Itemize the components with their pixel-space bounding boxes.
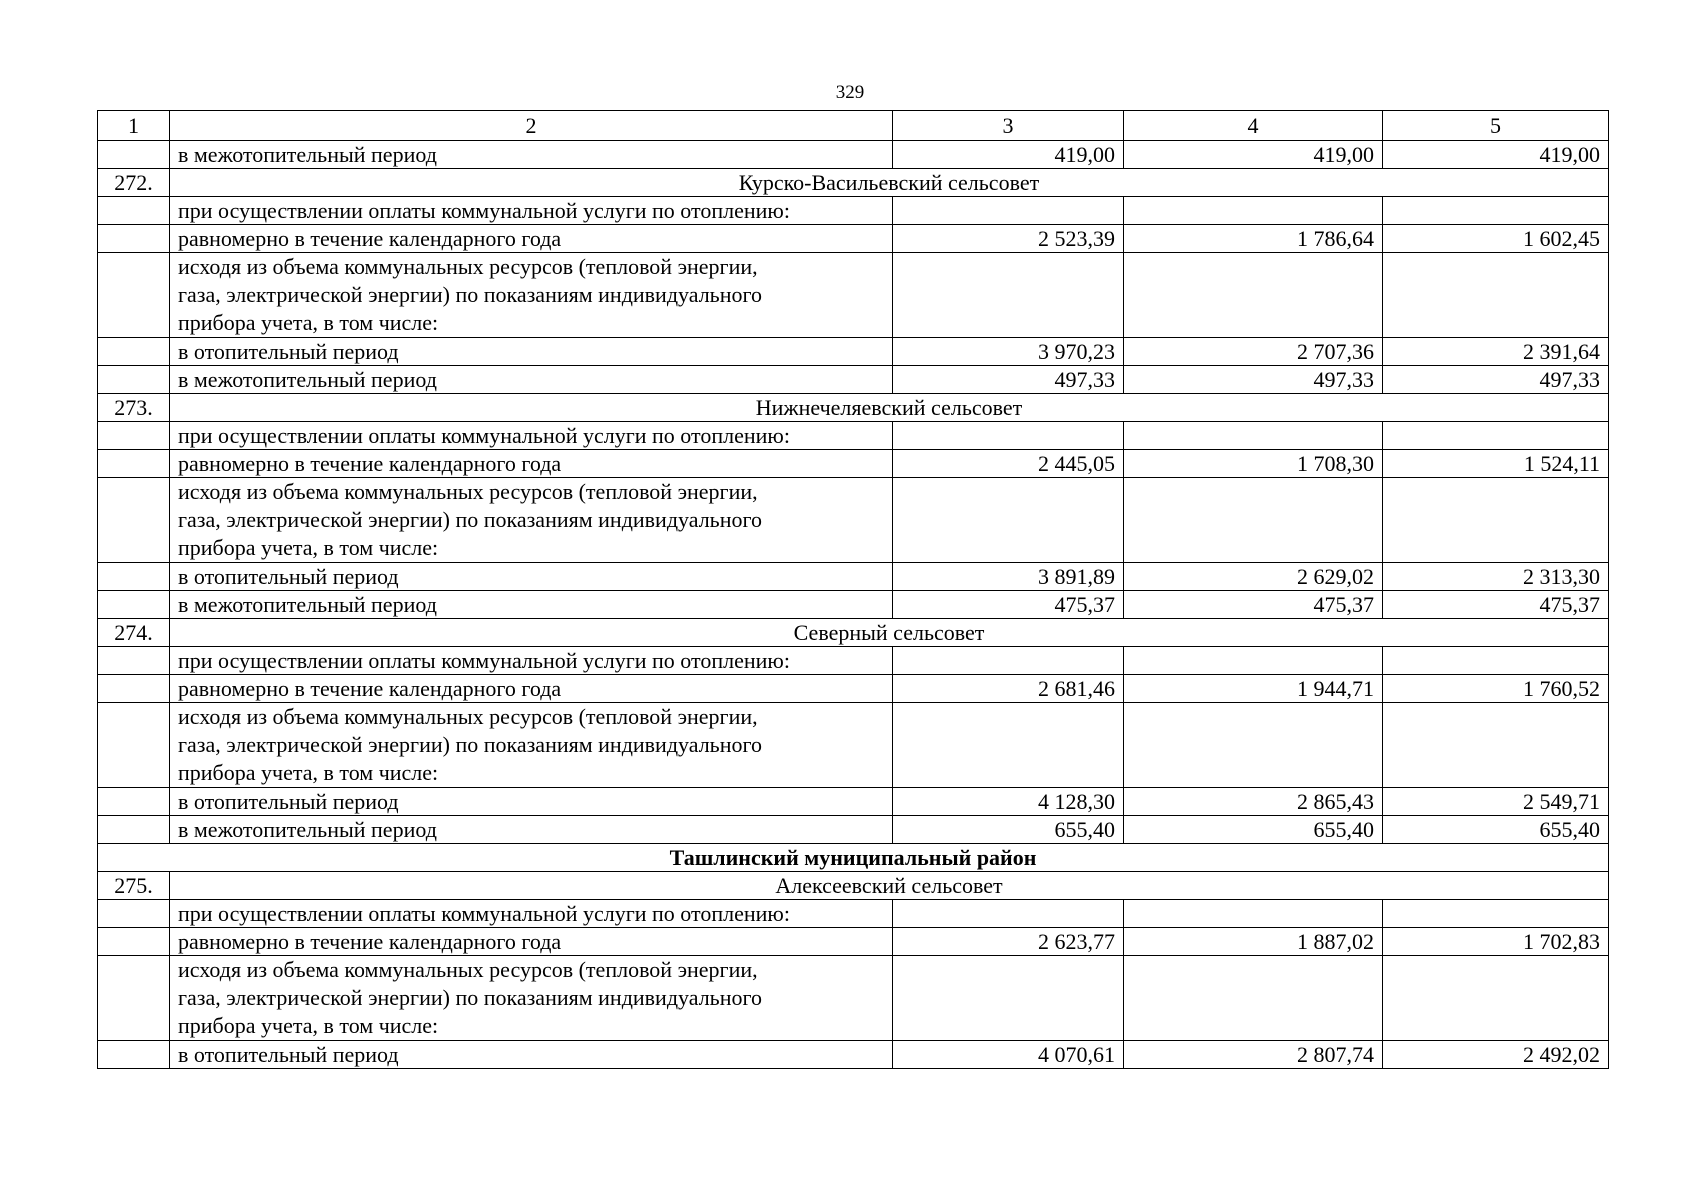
value-col-3: 3 970,23 xyxy=(893,338,1124,366)
value-col-5: 2 492,02 xyxy=(1383,1041,1609,1069)
value-col-4: 1 944,71 xyxy=(1124,675,1383,703)
table-row xyxy=(98,366,1609,394)
value-col-4: 2 707,36 xyxy=(1124,338,1383,366)
row-label-line: газа, электрической энергии) по показаниям индивидуального xyxy=(178,282,762,307)
value-col-5: 419,00 xyxy=(1383,141,1609,169)
row-number xyxy=(98,956,170,1041)
row-number xyxy=(98,225,170,253)
value-col-5 xyxy=(1383,478,1609,563)
value-col-4 xyxy=(1124,197,1383,225)
row-number xyxy=(98,788,170,816)
value-col-4 xyxy=(1124,956,1383,1041)
row-label-line: исходя из объема коммунальных ресурсов (тепловой энергии, xyxy=(178,704,758,729)
value-col-5 xyxy=(1383,900,1609,928)
table-row xyxy=(98,675,1609,703)
table-row xyxy=(98,253,1609,338)
table-row xyxy=(98,141,1609,169)
row-label: при осуществлении оплаты коммунальной услуги по отоплению: xyxy=(170,422,893,450)
row-label: равномерно в течение календарного года xyxy=(170,675,893,703)
row-label: в межотопительный период xyxy=(170,816,893,844)
value-col-4 xyxy=(1124,900,1383,928)
value-col-4: 419,00 xyxy=(1124,141,1383,169)
district-title: Ташлинский муниципальный район xyxy=(98,844,1609,872)
section-title: Нижнечеляевский сельсовет xyxy=(170,394,1609,422)
value-col-3: 2 523,39 xyxy=(893,225,1124,253)
row-label xyxy=(170,703,893,788)
row-label: равномерно в течение календарного года xyxy=(170,928,893,956)
row-number xyxy=(98,900,170,928)
row-number xyxy=(98,675,170,703)
value-col-3: 475,37 xyxy=(893,591,1124,619)
section-title: Северный сельсовет xyxy=(170,619,1609,647)
row-number: 272. xyxy=(98,169,170,197)
row-number xyxy=(98,141,170,169)
value-col-3 xyxy=(893,197,1124,225)
value-col-4 xyxy=(1124,253,1383,338)
value-col-5 xyxy=(1383,197,1609,225)
row-label-line: прибора учета, в том числе: xyxy=(178,760,439,785)
table-row xyxy=(98,900,1609,928)
table-row xyxy=(98,225,1609,253)
value-col-3: 4 070,61 xyxy=(893,1041,1124,1069)
row-number xyxy=(98,1041,170,1069)
value-col-5: 1 760,52 xyxy=(1383,675,1609,703)
row-label xyxy=(170,478,893,563)
row-number xyxy=(98,450,170,478)
row-label: в межотопительный период xyxy=(170,591,893,619)
value-col-4: 2 865,43 xyxy=(1124,788,1383,816)
row-label: при осуществлении оплаты коммунальной услуги по отоплению: xyxy=(170,647,893,675)
row-label: равномерно в течение календарного года xyxy=(170,225,893,253)
row-label-line: исходя из объема коммунальных ресурсов (тепловой энергии, xyxy=(178,479,758,504)
row-number xyxy=(98,422,170,450)
row-number xyxy=(98,563,170,591)
column-header-4: 4 xyxy=(1124,111,1383,141)
value-col-4: 475,37 xyxy=(1124,591,1383,619)
value-col-4 xyxy=(1124,478,1383,563)
value-col-4: 2 629,02 xyxy=(1124,563,1383,591)
column-header-1: 1 xyxy=(98,111,170,141)
row-number xyxy=(98,928,170,956)
row-label: равномерно в течение календарного года xyxy=(170,450,893,478)
row-number xyxy=(98,253,170,338)
value-col-4: 655,40 xyxy=(1124,816,1383,844)
table-row xyxy=(98,816,1609,844)
column-header-3: 3 xyxy=(893,111,1124,141)
row-number: 275. xyxy=(98,872,170,900)
column-header-5: 5 xyxy=(1383,111,1609,141)
row-number xyxy=(98,478,170,563)
row-label: в отопительный период xyxy=(170,1041,893,1069)
value-col-3 xyxy=(893,478,1124,563)
row-label: при осуществлении оплаты коммунальной услуги по отоплению: xyxy=(170,197,893,225)
value-col-5 xyxy=(1383,253,1609,338)
value-col-3: 3 891,89 xyxy=(893,563,1124,591)
row-label: при осуществлении оплаты коммунальной услуги по отоплению: xyxy=(170,900,893,928)
value-col-4 xyxy=(1124,647,1383,675)
tariff-table xyxy=(97,110,1609,1069)
page-number: 329 xyxy=(835,82,865,103)
row-label-line: исходя из объема коммунальных ресурсов (тепловой энергии, xyxy=(178,254,758,279)
table-row xyxy=(98,703,1609,788)
value-col-4: 1 708,30 xyxy=(1124,450,1383,478)
value-col-5: 2 391,64 xyxy=(1383,338,1609,366)
row-label xyxy=(170,253,893,338)
section-title: Алексеевский сельсовет xyxy=(170,872,1609,900)
value-col-4: 1 887,02 xyxy=(1124,928,1383,956)
table-row xyxy=(98,1041,1609,1069)
value-col-5: 2 313,30 xyxy=(1383,563,1609,591)
table-header-row xyxy=(98,111,1609,141)
value-col-5: 1 702,83 xyxy=(1383,928,1609,956)
row-number xyxy=(98,366,170,394)
table-body xyxy=(98,111,1609,1069)
value-col-3 xyxy=(893,253,1124,338)
value-col-5: 497,33 xyxy=(1383,366,1609,394)
value-col-4: 497,33 xyxy=(1124,366,1383,394)
row-label: в межотопительный период xyxy=(170,141,893,169)
row-number xyxy=(98,197,170,225)
value-col-3: 2 681,46 xyxy=(893,675,1124,703)
value-col-4 xyxy=(1124,703,1383,788)
row-label-line: газа, электрической энергии) по показаниям индивидуального xyxy=(178,985,762,1010)
row-label-line: прибора учета, в том числе: xyxy=(178,1013,439,1038)
value-col-3: 419,00 xyxy=(893,141,1124,169)
table-row xyxy=(98,478,1609,563)
row-number: 274. xyxy=(98,619,170,647)
section-row xyxy=(98,169,1609,197)
section-row xyxy=(98,619,1609,647)
value-col-5 xyxy=(1383,422,1609,450)
row-number xyxy=(98,816,170,844)
value-col-3: 2 445,05 xyxy=(893,450,1124,478)
value-col-5: 2 549,71 xyxy=(1383,788,1609,816)
value-col-3: 2 623,77 xyxy=(893,928,1124,956)
table-row xyxy=(98,563,1609,591)
table-row xyxy=(98,422,1609,450)
row-label-line: исходя из объема коммунальных ресурсов (тепловой энергии, xyxy=(178,957,758,982)
table-row xyxy=(98,591,1609,619)
table-row xyxy=(98,450,1609,478)
value-col-3: 4 128,30 xyxy=(893,788,1124,816)
row-number xyxy=(98,647,170,675)
value-col-4: 1 786,64 xyxy=(1124,225,1383,253)
value-col-3: 655,40 xyxy=(893,816,1124,844)
table-row xyxy=(98,647,1609,675)
value-col-5 xyxy=(1383,956,1609,1041)
section-row xyxy=(98,394,1609,422)
district-row xyxy=(98,844,1609,872)
value-col-5 xyxy=(1383,703,1609,788)
table-row xyxy=(98,956,1609,1041)
table-row xyxy=(98,928,1609,956)
section-title: Курско-Васильевский сельсовет xyxy=(170,169,1609,197)
column-header-2: 2 xyxy=(170,111,893,141)
row-label: в отопительный период xyxy=(170,338,893,366)
row-label-line: газа, электрической энергии) по показаниям индивидуального xyxy=(178,732,762,757)
value-col-3 xyxy=(893,956,1124,1041)
section-row xyxy=(98,872,1609,900)
row-label-line: прибора учета, в том числе: xyxy=(178,535,439,560)
value-col-5: 655,40 xyxy=(1383,816,1609,844)
value-col-5: 1 602,45 xyxy=(1383,225,1609,253)
row-label xyxy=(170,956,893,1041)
row-label: в отопительный период xyxy=(170,788,893,816)
value-col-3: 497,33 xyxy=(893,366,1124,394)
row-label: в межотопительный период xyxy=(170,366,893,394)
table-row xyxy=(98,197,1609,225)
row-label: в отопительный период xyxy=(170,563,893,591)
row-label-line: прибора учета, в том числе: xyxy=(178,310,439,335)
value-col-3 xyxy=(893,647,1124,675)
value-col-4 xyxy=(1124,422,1383,450)
value-col-3 xyxy=(893,703,1124,788)
row-number: 273. xyxy=(98,394,170,422)
row-label-line: газа, электрической энергии) по показаниям индивидуального xyxy=(178,507,762,532)
value-col-5: 475,37 xyxy=(1383,591,1609,619)
row-number xyxy=(98,703,170,788)
value-col-3 xyxy=(893,900,1124,928)
row-number xyxy=(98,591,170,619)
value-col-5 xyxy=(1383,647,1609,675)
table-row xyxy=(98,338,1609,366)
value-col-3 xyxy=(893,422,1124,450)
table-row xyxy=(98,788,1609,816)
value-col-5: 1 524,11 xyxy=(1383,450,1609,478)
row-number xyxy=(98,338,170,366)
value-col-4: 2 807,74 xyxy=(1124,1041,1383,1069)
